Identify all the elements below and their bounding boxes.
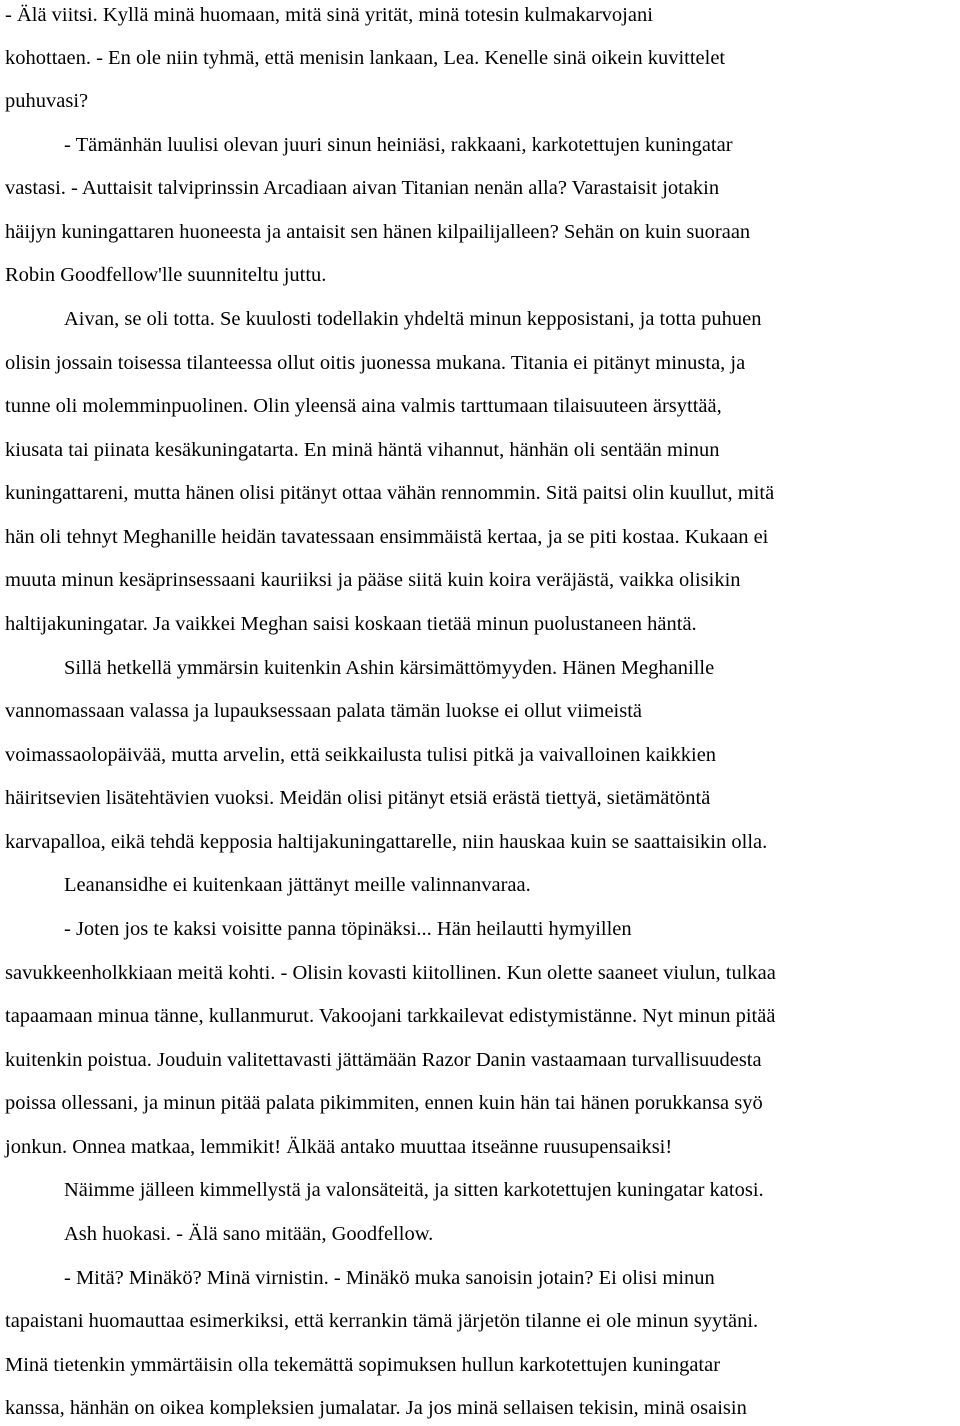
- text-line: hän oli tehnyt Meghanille heidän tavatessaan ensimmäistä kertaa, ja se piti kostaa. Kukaan ei: [5, 526, 769, 548]
- text-line: vannomassaan valassa ja lupauksessaan palata tämän luokse ei ollut viimeistä: [5, 700, 643, 722]
- text-line: Ash huokasi. - Älä sano mitään, Goodfellow.: [64, 1223, 434, 1245]
- text-line: tunne oli molemminpuolinen. Olin yleensä aina valmis tarttumaan tilaisuuteen ärsyttää,: [5, 395, 722, 417]
- text-line: kiusata tai piinata kesäkuningatarta. En minä häntä vihannut, hänhän oli sentään minun: [5, 439, 720, 461]
- text-line: muuta minun kesäprinsessaani kauriiksi ja pääse siitä kuin koira veräjästä, vaikka olisikin: [5, 569, 741, 591]
- text-line: Leanansidhe ei kuitenkaan jättänyt meille valinnanvaraa.: [64, 874, 531, 896]
- text-line: olisin jossain toisessa tilanteessa ollut oitis juonessa mukana. Titania ei pitänyt minusta, ja: [5, 352, 746, 374]
- text-line: kuningattareni, mutta hänen olisi pitänyt ottaa vähän rennommin. Sitä paitsi olin kuullut, mitä: [5, 482, 775, 504]
- text-line: kuitenkin poistua. Jouduin valitettavasti jättämään Razor Danin vastaamaan turvallisuudesta: [5, 1049, 762, 1071]
- text-line: puhuvasi?: [5, 90, 89, 112]
- text-line: häiritsevien lisätehtävien vuoksi. Meidän olisi pitänyt etsiä erästä tiettyä, sietämätöntä: [5, 787, 711, 809]
- text-line: Robin Goodfellow'lle suunniteltu juttu.: [5, 264, 327, 286]
- text-line: häijyn kuningattaren huoneesta ja antaisit sen hänen kilpailijalleen? Sehän on kuin suoraan: [5, 221, 751, 243]
- text-line: tapaamaan minua tänne, kullanmurut. Vakoojani tarkkailevat edistymistänne. Nyt minun pitää: [5, 1005, 776, 1027]
- text-line: karvapalloa, eikä tehdä kepposia haltijakuningattarelle, niin hauskaa kuin se saattaisikin olla.: [5, 831, 768, 853]
- text-line: Näimme jälleen kimmellystä ja valonsäteitä, ja sitten karkotettujen kuningatar katosi.: [64, 1179, 764, 1201]
- text-line: Minä tietenkin ymmärtäisin olla tekemättä sopimuksen hullun karkotettujen kuningatar: [5, 1354, 721, 1376]
- text-line: Sillä hetkellä ymmärsin kuitenkin Ashin kärsimättömyyden. Hänen Meghanille: [64, 657, 715, 679]
- text-line: jonkun. Onnea matkaa, lemmikit! Älkää antako muuttaa itseänne ruusupensaiksi!: [5, 1136, 673, 1158]
- text-line: vastasi. - Auttaisit talviprinssin Arcadiaan aivan Titanian nenän alla? Varastaisit jotakin: [5, 177, 720, 199]
- text-line: - Mitä? Minäkö? Minä virnistin. - Minäkö muka sanoisin jotain? Ei olisi minun: [64, 1267, 715, 1289]
- text-line: savukkeenholkkiaan meitä kohti. - Olisin kovasti kiitollinen. Kun olette saaneet viulun, tulkaa: [5, 962, 776, 984]
- text-line: voimassaolopäivää, mutta arvelin, että seikkailusta tulisi pitkä ja vaivalloinen kaikkien: [5, 744, 717, 766]
- text-line: - Tämänhän luulisi olevan juuri sinun heiniäsi, rakkaani, karkotettujen kuningatar: [64, 134, 733, 156]
- text-line: haltijakuningatar. Ja vaikkei Meghan saisi koskaan tietää minun puolustaneen häntä.: [5, 613, 697, 635]
- text-line: - Joten jos te kaksi voisitte panna töpinäksi... Hän heilautti hymyillen: [64, 918, 632, 940]
- text-line: tapaistani huomauttaa esimerkiksi, että kerrankin tämä järjetön tilanne ei ole minun syytäni.: [5, 1310, 759, 1332]
- text-line: - Älä viitsi. Kyllä minä huomaan, mitä sinä yrität, minä totesin kulmakarvojani: [5, 4, 653, 26]
- text-line: Aivan, se oli totta. Se kuulosti todellakin yhdeltä minun kepposistani, ja totta puhuen: [64, 308, 762, 330]
- text-line: kohottaen. - En ole niin tyhmä, että menisin lankaan, Lea. Kenelle sinä oikein kuvittelet: [5, 47, 726, 69]
- text-line: kanssa, hänhän on oikea kompleksien jumalatar. Ja jos minä sellaisen tekisin, minä osaisin: [5, 1397, 747, 1419]
- text-line: poissa ollessani, ja minun pitää palata pikimmiten, ennen kuin hän tai hänen porukkansa syö: [5, 1092, 763, 1114]
